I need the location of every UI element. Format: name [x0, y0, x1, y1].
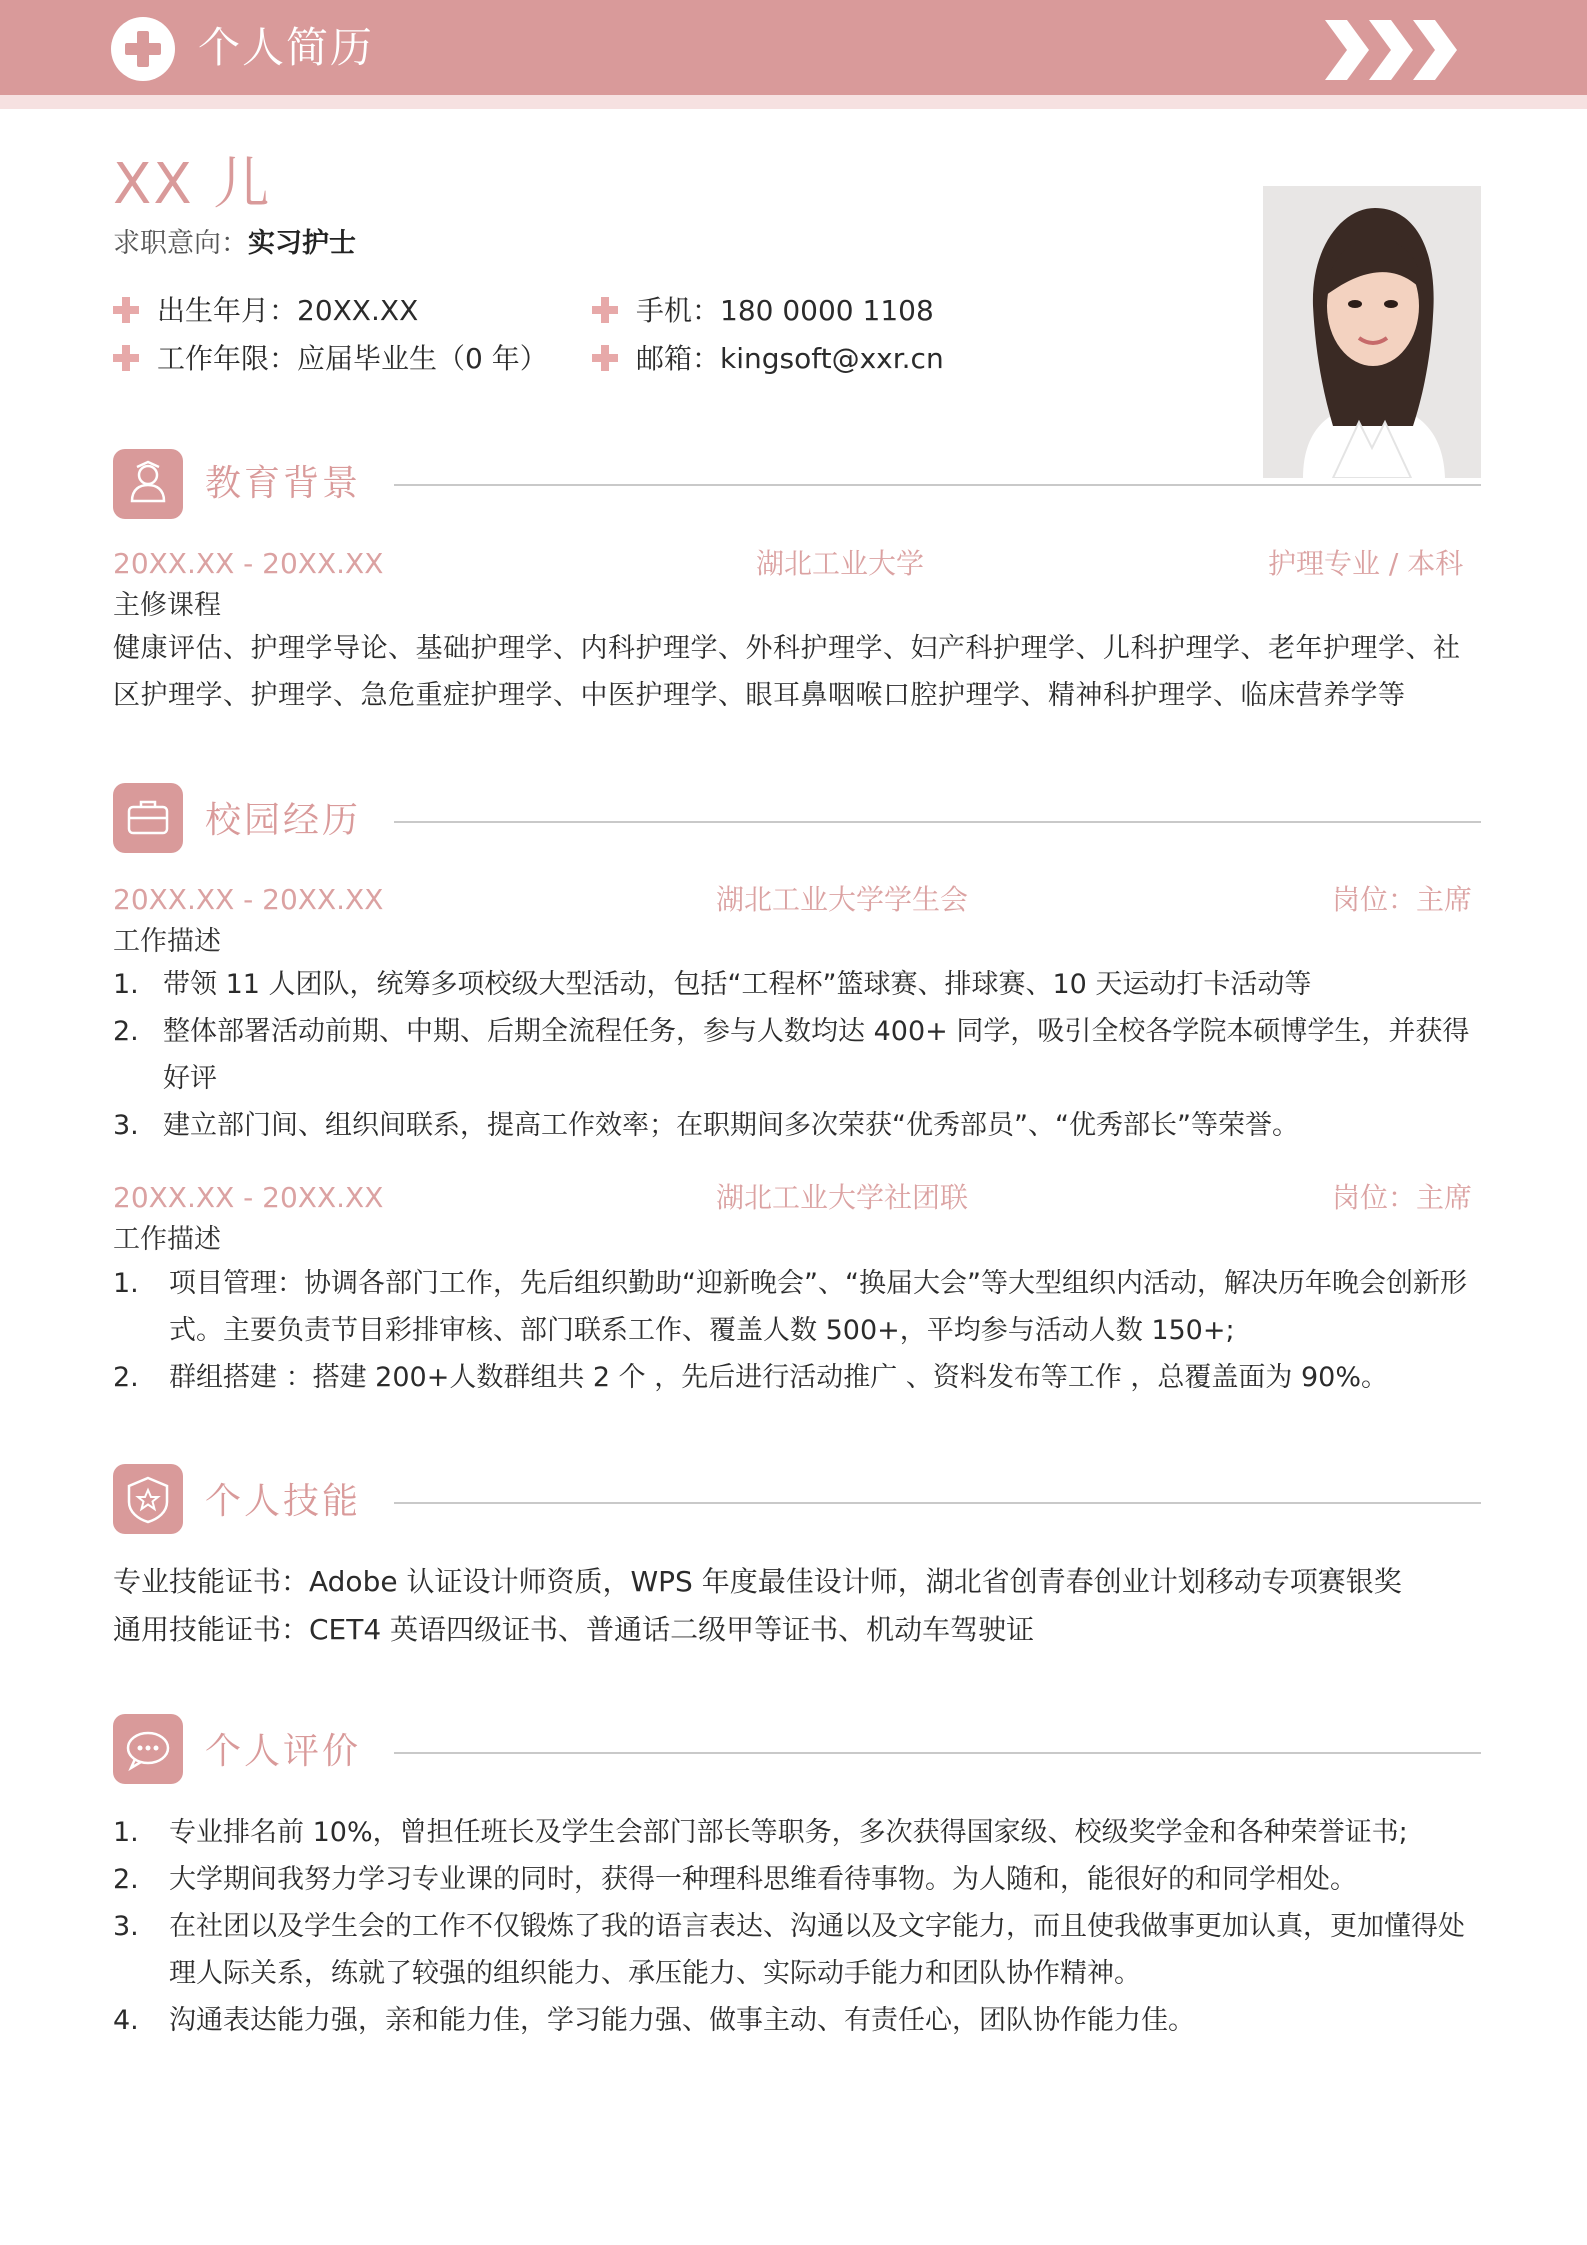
list-item: 1. 专业排名前 10%，曾担任班长及学生会部门部长等职务，多次获得国家级、校级奖学金和各种荣誉证书;: [113, 1817, 1408, 1848]
campus-entry-date: 20XX.XX - 20XX.XX: [113, 1181, 384, 1214]
work-years-info: [113, 339, 548, 379]
plus-icon: [113, 297, 139, 323]
campus-entry-label: 工作描述: [113, 1224, 221, 1255]
education-courses-label: 主修课程: [113, 590, 221, 621]
campus-entry-list: [113, 1260, 1483, 1401]
campus-entry-org: 湖北工业大学社团联: [716, 1181, 969, 1214]
campus-entry-role: 岗位：主席: [1332, 1181, 1473, 1214]
list-item: 3. 在社团以及学生会的工作不仅锻炼了我的语言表达、沟通以及文字能力，而且使我做事更加认真，更加懂得处理人际关系，练就了较强的组织能力、承压能力、实际动手能力和团队协作精神。: [113, 1911, 1465, 1989]
email-text: 邮箱：kingsoft@xxr.cn: [636, 342, 944, 375]
list-item: 2. 整体部署活动前期、中期、后期全流程任务，参与人数均达 400+ 同学，吸引全校各学院本硕博学生，并获得好评: [113, 1016, 1470, 1094]
plus-icon: [113, 345, 139, 371]
education-school: 湖北工业大学: [756, 547, 925, 580]
list-item: 2. 大学期间我努力学习专业课的同时，获得一种理科思维看待事物。为人随和，能很好的和同学相处。: [113, 1864, 1357, 1895]
education-title: 教育背景: [205, 463, 362, 504]
job-intent-label: 求职意向：: [113, 228, 248, 259]
campus-entry-list: [113, 961, 1483, 1149]
list-item: 3. 建立部门间、组织间联系，提高工作效率；在职期间多次荣获“优秀部员”、“优秀部长”等荣誉。: [113, 1110, 1299, 1141]
list-item: 1. 项目管理：协调各部门工作，先后组织勤助“迎新晚会”、“换届大会”等大型组织内活动，解决历年晚会创新形式。主要负责节目彩排审核、部门联系工作、覆盖人数 500+，平均参与活动人数 150+;: [113, 1268, 1467, 1346]
medical-cross-icon: [111, 17, 175, 81]
campus-entry-date: 20XX.XX - 20XX.XX: [113, 883, 384, 916]
list-item: 4. 沟通表达能力强，亲和能力佳，学习能力强、做事主动、有责任心，团队协作能力佳。: [113, 2005, 1195, 2036]
campus-entry-role: 岗位：主席: [1332, 883, 1473, 916]
plus-icon: [592, 297, 618, 323]
header-strip: [0, 95, 1587, 109]
campus-entry-label: 工作描述: [113, 926, 221, 957]
skills-professional: 专业技能证书：Adobe 认证设计师资质，WPS 年度最佳设计师，湖北省创青春创业计划移动专项赛银奖: [113, 1565, 1402, 1598]
list-item: 2. 群组搭建 ：搭建 200+人数群组共 2 个 ，先后进行活动推广 、资料发布等工作 ，总覆盖面为 90%。: [113, 1362, 1389, 1393]
phone-info: [592, 291, 934, 331]
skills-icon: [113, 1464, 183, 1534]
phone-text: 手机：180 0000 1108: [636, 294, 934, 327]
resume-title: 个人简历: [198, 23, 375, 72]
campus-divider: [394, 821, 1481, 823]
plus-icon: [592, 345, 618, 371]
campus-title: 校园经历: [205, 800, 362, 841]
education-date: 20XX.XX - 20XX.XX: [113, 547, 384, 580]
candidate-name: XX 儿: [113, 152, 272, 217]
education-icon: [113, 449, 183, 519]
profile-photo: [1263, 186, 1481, 478]
job-intent-value: 实习护士: [248, 228, 356, 259]
work-years-text: 工作年限：应届毕业生（0 年）: [157, 342, 548, 375]
evaluation-title: 个人评价: [205, 1731, 362, 1772]
evaluation-divider: [394, 1752, 1481, 1754]
evaluation-icon: [113, 1714, 183, 1784]
campus-entry-org: 湖北工业大学学生会: [716, 883, 969, 916]
chevron-right-icon: [1325, 20, 1465, 80]
skills-general: 通用技能证书：CET4 英语四级证书、普通话二级甲等证书、机动车驾驶证: [113, 1613, 1035, 1646]
birth-text: 出生年月：20XX.XX: [157, 294, 419, 327]
campus-icon: [113, 783, 183, 853]
email-info: [592, 339, 944, 379]
education-divider: [394, 484, 1481, 486]
education-major: 护理专业 / 本科: [1268, 547, 1464, 580]
skills-divider: [394, 1502, 1481, 1504]
skills-title: 个人技能: [205, 1481, 362, 1522]
list-item: 1. 带领 11 人团队，统筹多项校级大型活动，包括“工程杯”篮球赛、排球赛、10 天运动打卡活动等: [113, 969, 1312, 1000]
job-intent: [113, 226, 356, 262]
birth-info: [113, 291, 418, 331]
evaluation-list: [113, 1809, 1483, 2044]
education-courses: 健康评估、护理学导论、基础护理学、内科护理学、外科护理学、妇产科护理学、儿科护理学、老年护理学、社区护理学、护理学、急危重症护理学、中医护理学、眼耳鼻咽喉口腔护理学、精神科护理学、临床营养学等: [113, 633, 1461, 711]
